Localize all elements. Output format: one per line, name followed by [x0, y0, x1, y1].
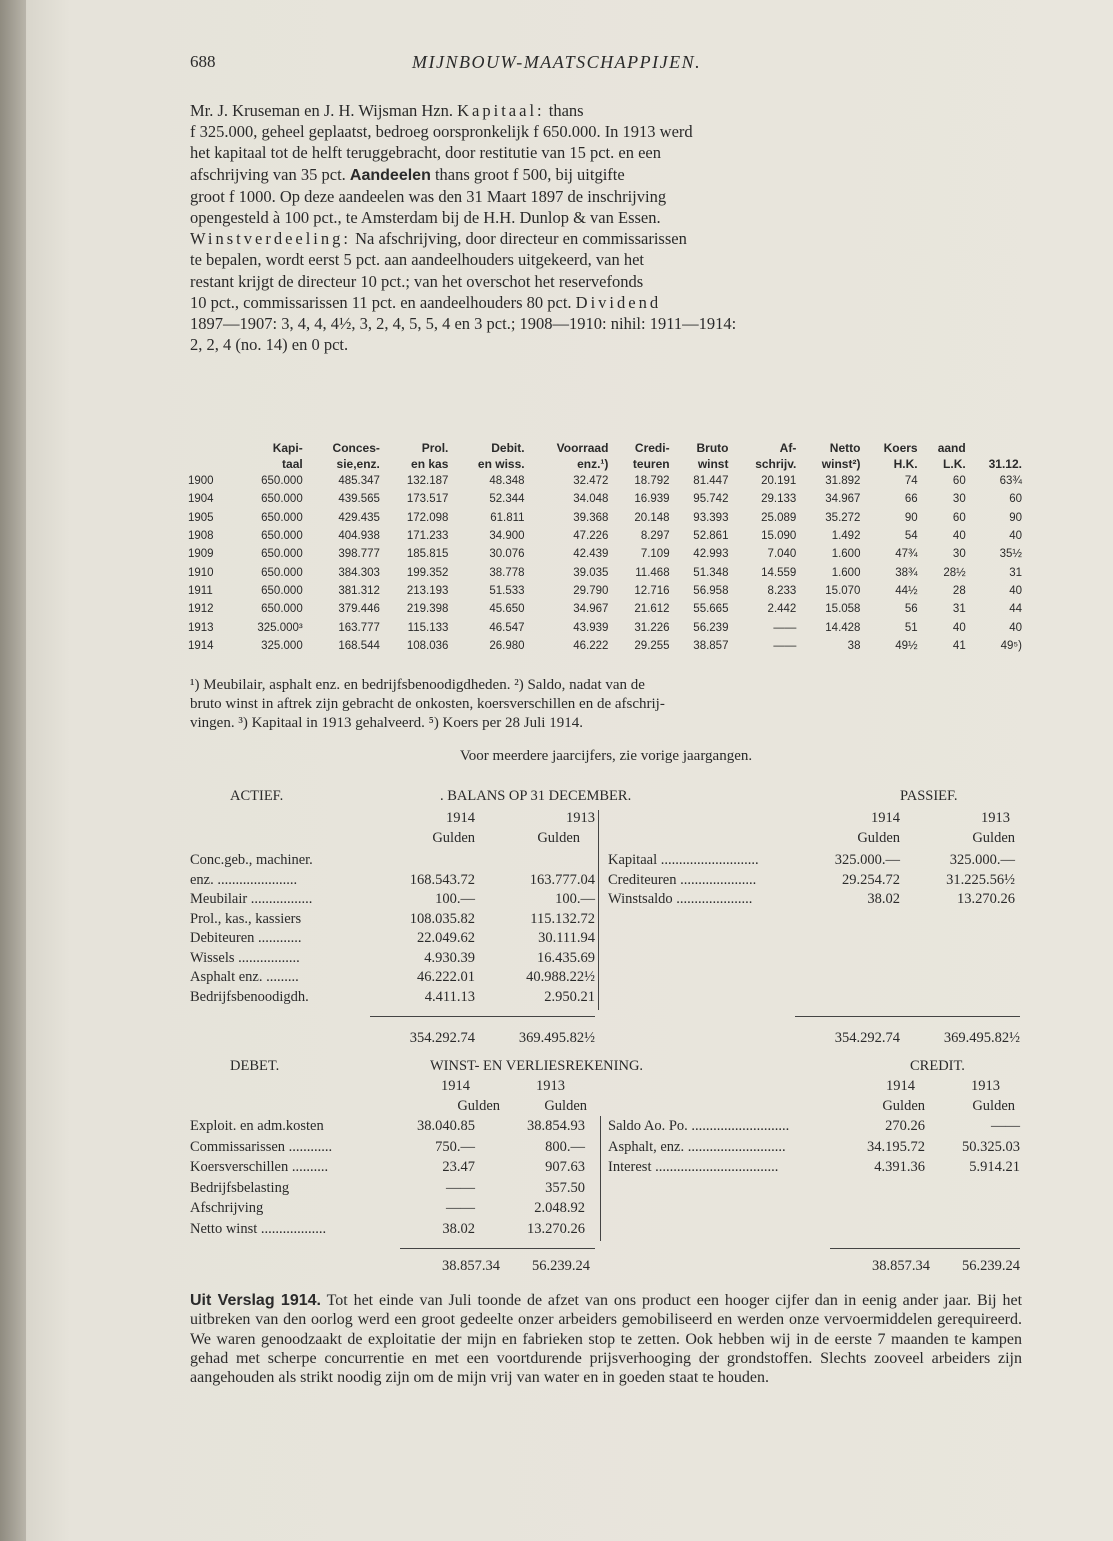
year-1913: 1913 — [981, 810, 1010, 826]
table-cell: 93.393 — [693, 511, 729, 524]
table-cell: 650.000 — [261, 475, 303, 488]
table-row — [186, 618, 1024, 636]
ledger-value-1913: 163.777.04 — [529, 871, 595, 888]
total-liabilities-1914: 354.292.74 — [834, 1030, 900, 1046]
column-header: 31.12. — [988, 457, 1022, 471]
table-cell: 15.090 — [761, 530, 797, 543]
table-cell: 55.665 — [693, 603, 729, 616]
table-cell: 325.000 — [261, 639, 303, 652]
table-cell: 35½ — [999, 548, 1022, 561]
table-cell: 199.352 — [406, 566, 449, 579]
credit-total-1913: 56.239.24 — [962, 1258, 1020, 1274]
intro-line: te bepalen, wordt eerst 5 pct. aan aandeelhouders uitgekeerd, van het — [190, 250, 645, 270]
column-header: winst²) — [821, 457, 861, 471]
table-cell: 213.193 — [406, 584, 449, 597]
ledger-value-1913: 115.132.72 — [530, 910, 595, 927]
table-cell: 32.472 — [573, 475, 609, 488]
ledger-value-1914: 38.02 — [867, 891, 900, 907]
table-cell: 108.036 — [406, 639, 449, 652]
table-cell: 44½ — [895, 584, 918, 597]
year-1914: 1914 — [886, 1078, 915, 1094]
table-cell: 28 — [952, 584, 966, 597]
table-cell: 14.428 — [825, 621, 861, 634]
intro-line: het kapitaal tot de helft teruggebracht, door restitutie van 15 pct. en een — [190, 143, 661, 163]
total-rule — [370, 1016, 595, 1017]
table-cell: 40 — [1009, 530, 1022, 543]
table-cell: 21.612 — [634, 603, 670, 616]
table-cell: 51 — [904, 621, 918, 634]
more-figures-note: Voor meerdere jaarcijfers, zie vorige jaargangen. — [459, 748, 753, 764]
ledger-label: Saldo Ao. Po. ........................... — [608, 1118, 790, 1134]
table-cell: 1911 — [188, 584, 213, 597]
table-row — [186, 527, 1024, 545]
ledger-value-1914: —— — [446, 1200, 475, 1216]
intro-line: Mr. J. Kruseman en J. H. Wijsman Hzn. Kapitaal: thans — [190, 101, 584, 120]
table-cell: 42.439 — [573, 548, 609, 561]
table-cell: 11.468 — [635, 566, 670, 579]
table-cell: 38 — [847, 639, 861, 652]
table-cell: 42.993 — [693, 548, 729, 561]
table-cell: 54 — [904, 530, 918, 543]
year-1914: 1914 — [446, 810, 475, 826]
page-header — [190, 52, 1020, 78]
table-cell: 173.517 — [406, 493, 449, 506]
balance-title: . BALANS OP 31 DECEMBER. — [440, 788, 632, 804]
table-cell: 20.148 — [634, 511, 670, 524]
credit-total-1914: 38.857.34 — [872, 1258, 930, 1274]
table-row — [186, 600, 1024, 618]
currency-label: Gulden — [537, 830, 580, 846]
column-header: Af- — [779, 441, 797, 455]
ledger-value-1914: 38.040.85 — [417, 1118, 475, 1134]
table-cell: 56 — [904, 603, 918, 616]
ledger-value-1913: 16.435.69 — [537, 949, 595, 966]
footnote-line: vingen. ³) Kapitaal in 1913 gehalveerd. ⁵) Koers per 28 Juli 1914. — [190, 715, 583, 731]
table-cell: 90 — [904, 511, 918, 524]
table-cell: 7.040 — [767, 548, 797, 561]
year-1914: 1914 — [871, 810, 900, 826]
column-divider — [598, 810, 599, 1010]
table-cell: 60 — [952, 475, 966, 488]
balance-sheet — [190, 788, 1030, 1058]
table-cell: 1908 — [188, 530, 214, 543]
ledger-value-1914: 4.930.39 — [424, 949, 475, 966]
column-header — [186, 456, 230, 472]
ledger-value-1914: 108.035.82 — [409, 910, 475, 927]
ledger-label: Interest .................................. — [608, 1159, 779, 1175]
ledger-value-1914: 46.222.01 — [417, 969, 475, 985]
table-cell: —— — [773, 621, 797, 634]
table-cell: 66 — [904, 493, 918, 506]
table-cell: 650.000 — [261, 603, 303, 616]
column-header: schrijv. — [755, 457, 797, 471]
year-1913: 1913 — [536, 1078, 565, 1094]
table-cell: 46.547 — [489, 621, 525, 634]
table-cell: 429.435 — [338, 511, 380, 524]
ledger-value-1914: 325.000.— — [834, 852, 900, 868]
table-cell: 8.233 — [767, 584, 797, 597]
debet-total-1914: 38.857.34 — [442, 1258, 500, 1274]
intro-line: 10 pct., commissarissen 11 pct. en aandeelhouders 80 pct. Dividend — [190, 292, 662, 312]
table-cell: 1.600 — [831, 566, 861, 579]
ledger-value-1914: 22.049.62 — [417, 930, 475, 946]
ledger-label: Crediteuren ..................... — [608, 871, 757, 888]
table-cell: 47¾ — [895, 548, 918, 561]
column-header: Debit. — [491, 441, 525, 455]
ledger-value-1913: 325.000.— — [949, 852, 1015, 868]
table-cell: 41 — [952, 639, 966, 652]
table-cell: 439.565 — [338, 493, 380, 506]
page-number: 688 — [190, 52, 216, 71]
ledger-value-1913: 38.854.93 — [527, 1118, 585, 1134]
table-cell: 52.344 — [489, 493, 525, 506]
table-cell: 38.778 — [489, 566, 525, 579]
table-cell: 44 — [1009, 603, 1022, 616]
table-cell: 29.133 — [761, 493, 797, 506]
ledger-value-1914: 38.02 — [442, 1220, 475, 1237]
table-cell: 384.303 — [338, 566, 380, 579]
table-cell: 219.398 — [406, 603, 449, 616]
ledger-label: Netto winst .................. — [190, 1220, 327, 1237]
table-cell: 45.650 — [489, 603, 525, 616]
ledger-label: Bedrijfsbenoodigdh. — [190, 988, 309, 1005]
table-cell: 34.048 — [573, 493, 609, 506]
ledger-value-1913: 100.— — [555, 891, 595, 907]
column-header: H.K. — [893, 457, 918, 471]
currency-label: Gulden — [972, 1098, 1015, 1114]
table-cell: 12.716 — [634, 584, 670, 597]
table-row — [186, 490, 1024, 508]
column-header: en wiss. — [477, 457, 525, 471]
total-liabilities-1913: 369.495.82½ — [943, 1030, 1020, 1046]
column-header: Bruto — [696, 441, 729, 455]
table-cell: 63¾ — [999, 475, 1022, 488]
column-header: enz.¹) — [577, 457, 609, 471]
table-cell: 43.939 — [573, 621, 609, 634]
ledger-value-1914: 34.195.72 — [867, 1138, 925, 1155]
ledger-value-1914: 100.— — [435, 891, 475, 907]
table-cell: 163.777 — [338, 621, 380, 634]
ledger-label: Afschrijving — [190, 1200, 264, 1216]
ledger-label: Meubilair ................. — [190, 891, 313, 907]
ledger-value-1913: 2.950.21 — [544, 988, 595, 1005]
table-cell: 51.533 — [489, 584, 525, 597]
report-text: Tot het einde van Juli toonde de afzet van ons product een hooger cijfer dan in eenig ander jaar. Bij het uitbreken van den oorlog werd een groot gedeelte onzer arbeiders gemobiliseerd en werden onze vervoermiddelen gerequireerd. We waren genoodzaakt de exploitatie der mijn en fabrieken stop te zetten. Ook hebben wij in de eerste 7 maanden te kampen gehad met scherpe concurrentie en met een voortdurende prijsverhooging der grondstoffen. Slechts zooveel arbeiders zijn aangehouden als strikt noodig zijn om de mijn vrij van water en in goeden staat te houden. — [190, 1292, 1023, 1387]
column-header: Voorraad — [556, 441, 609, 455]
table-cell: 60 — [1009, 493, 1022, 506]
total-assets-1913: 369.495.82½ — [518, 1030, 595, 1046]
table-cell: 132.187 — [406, 475, 449, 488]
ledger-value-1913: 13.270.26 — [527, 1220, 585, 1237]
ledger-value-1913: 40.988.22½ — [526, 969, 595, 985]
table-cell: 31.892 — [825, 475, 861, 488]
column-header — [968, 440, 1024, 456]
total-rule — [400, 1248, 595, 1249]
table-cell: 47.226 — [573, 530, 609, 543]
column-header: aand — [937, 441, 966, 455]
table-cell: 31.226 — [634, 621, 670, 634]
table-cell: 56.239 — [693, 621, 729, 634]
column-header: Netto — [829, 441, 861, 455]
table-cell: 185.815 — [406, 548, 449, 561]
ledger-value-1914: 270.26 — [885, 1118, 925, 1134]
column-header: Credi- — [634, 441, 670, 455]
intro-line: 1897—1907: 3, 4, 4, 4½, 3, 2, 4, 5, 5, 4 en 3 pct.; 1908—1910: nihil: 1911—1914: — [190, 314, 737, 334]
report-lead: Uit Verslag 1914. — [190, 1292, 321, 1309]
table-cell: 52.861 — [693, 530, 729, 543]
table-cell: 95.742 — [693, 493, 729, 506]
table-cell: 18.792 — [634, 475, 670, 488]
table-cell: 60 — [952, 511, 966, 524]
total-assets-1914: 354.292.74 — [409, 1030, 475, 1046]
intro-line: f 325.000, geheel geplaatst, bedroeg oorspronkelijk f 650.000. In 1913 werd — [190, 122, 693, 142]
column-header: Koers — [883, 441, 918, 455]
table-cell: 28½ — [943, 566, 966, 579]
ledger-label: enz. ...................... — [190, 871, 298, 888]
table-cell: 26.980 — [489, 639, 525, 652]
debet-total-1913: 56.239.24 — [532, 1258, 590, 1274]
table-cell: 398.777 — [338, 548, 380, 561]
ledger-value-1914: 168.543.72 — [409, 871, 475, 888]
ledger-label: Koersverschillen .......... — [190, 1159, 329, 1175]
total-rule — [830, 1248, 1020, 1249]
intro-line: groot f 1000. Op deze aandeelen was den 31 Maart 1897 de inschrijving — [190, 186, 667, 206]
table-cell: 40 — [952, 621, 966, 634]
ledger-label: Exploit. en adm.kosten — [190, 1118, 324, 1134]
intro-paragraph — [190, 100, 1022, 355]
table-cell: 650.000 — [261, 493, 303, 506]
column-header: Prol. — [421, 441, 449, 455]
total-rule — [795, 1016, 1020, 1017]
table-cell: 40 — [952, 530, 966, 543]
table-cell: 1914 — [188, 639, 214, 652]
table-cell: 30 — [952, 493, 966, 506]
table-row — [186, 472, 1024, 490]
ledger-label: Bedrijfsbelasting — [190, 1179, 290, 1196]
credit-heading: CREDIT. — [910, 1058, 965, 1074]
table-cell: 74 — [904, 475, 918, 488]
footnote-line: bruto winst in aftrek zijn gebracht de onkosten, koersverschillen en de afschrij- — [190, 696, 665, 712]
table-cell: 168.544 — [338, 639, 380, 652]
table-cell: 15.058 — [825, 603, 861, 616]
ledger-value-1913: 50.325.03 — [962, 1138, 1020, 1155]
ledger-value-1913: 5.914.21 — [969, 1159, 1020, 1175]
ledger-label: Kapitaal ........................... — [608, 852, 759, 868]
table-cell: 49⁵) — [1000, 639, 1022, 652]
table-cell: 40 — [1009, 584, 1022, 597]
table-cell: 39.368 — [573, 511, 609, 524]
table-cell: 49½ — [895, 639, 918, 652]
intro-line: opengesteld à 100 pct., te Amsterdam bij de H.H. Dunlop & van Essen. — [190, 208, 661, 228]
ledger-value-1914: 23.47 — [442, 1159, 475, 1175]
column-header: Conces- — [332, 441, 380, 455]
ledger-value-1913: 13.270.26 — [957, 891, 1015, 907]
table-cell: 1912 — [188, 603, 214, 616]
table-cell: 8.297 — [640, 530, 670, 543]
year-1913: 1913 — [566, 810, 595, 826]
table-cell: 485.347 — [338, 475, 380, 488]
table-header-row — [186, 456, 1024, 472]
intro-line: 2, 2, 4 (no. 14) en 0 pct. — [190, 335, 349, 355]
ledger-label: Asphalt, enz. ........................... — [608, 1138, 786, 1155]
ledger-label: Winstsaldo ..................... — [608, 891, 753, 907]
ledger-value-1913: 2.048.92 — [534, 1200, 585, 1216]
book-spine-shadow — [0, 0, 26, 1541]
table-cell: 650.000 — [261, 566, 303, 579]
table-row — [186, 509, 1024, 527]
table-cell: 30.076 — [489, 548, 525, 561]
intro-line: Winstverdeeling: Na afschrijving, door directeur en commissarissen — [190, 229, 687, 249]
passief-heading: PASSIEF. — [900, 788, 958, 804]
ledger-value-1914: 4.391.36 — [874, 1159, 925, 1175]
table-cell: 81.447 — [693, 475, 729, 488]
column-header: en kas — [411, 457, 449, 471]
ledger-label: Conc.geb., machiner. — [190, 852, 313, 868]
ledger-value-1913: 30.111.94 — [538, 930, 595, 946]
table-cell: 650.000 — [261, 511, 303, 524]
table-cell: 38¾ — [895, 566, 918, 579]
table-cell: 171.233 — [406, 530, 449, 543]
column-header: taal — [282, 457, 303, 471]
ledger-value-1914: 750.— — [435, 1138, 475, 1155]
table-cell: 34.967 — [573, 603, 609, 616]
footnotes — [190, 676, 1022, 733]
table-cell: 1905 — [188, 511, 214, 524]
ledger-value-1913: —— — [991, 1118, 1020, 1134]
table-row — [186, 545, 1024, 563]
table-row — [186, 563, 1024, 581]
ledger-label: Commissarissen ............ — [190, 1138, 333, 1155]
currency-label: Gulden — [857, 830, 900, 846]
column-divider — [600, 1116, 601, 1241]
yearly-figures-table — [186, 440, 1024, 655]
table-cell: 31 — [1009, 566, 1022, 579]
ledger-label: Debiteuren ............ — [190, 930, 302, 946]
ledger-label: Wissels ................. — [190, 949, 300, 966]
running-title: MIJNBOUW-MAATSCHAPPIJEN. — [412, 52, 702, 72]
footnote-line: ¹) Meubilair, asphalt enz. en bedrijfsbenoodigdheden. ²) Saldo, nadat van de — [190, 677, 645, 693]
table-cell: 40 — [1009, 621, 1022, 634]
table-cell: 7.109 — [640, 548, 670, 561]
table-cell: 1913 — [188, 621, 214, 634]
column-header: sie,enz. — [336, 457, 380, 471]
column-header: winst — [697, 457, 729, 471]
table-cell: 20.191 — [761, 475, 797, 488]
table-cell: 650.000 — [261, 530, 303, 543]
ledger-value-1913: 357.50 — [545, 1179, 585, 1196]
table-cell: 38.857 — [693, 639, 729, 652]
annual-report-excerpt — [190, 1291, 1022, 1387]
table-cell: 25.089 — [761, 511, 797, 524]
table-cell: 34.900 — [489, 530, 525, 543]
intro-line: afschrijving van 35 pct. Aandeelen thans groot f 500, bij uitgifte — [190, 164, 625, 184]
currency-label: Gulden — [972, 830, 1015, 846]
table-cell: 650.000 — [261, 548, 303, 561]
currency-label: Gulden — [457, 1098, 500, 1114]
column-header — [186, 440, 230, 456]
table-row — [186, 637, 1024, 655]
table-cell: 379.446 — [338, 603, 380, 616]
table-header-row — [186, 440, 1024, 456]
table-cell: 34.967 — [825, 493, 861, 506]
currency-label: Gulden — [544, 1098, 587, 1114]
table-cell: 1900 — [188, 475, 214, 488]
table-cell: 46.222 — [573, 639, 609, 652]
table-cell: 29.790 — [573, 584, 609, 597]
profit-loss-account — [190, 1058, 1030, 1278]
pl-title: WINST- EN VERLIESREKENING. — [430, 1058, 644, 1074]
table-cell: 325.000³ — [257, 621, 303, 634]
currency-label: Gulden — [882, 1098, 925, 1114]
ledger-value-1914: —— — [446, 1179, 475, 1196]
table-cell: 14.559 — [761, 566, 797, 579]
table-cell: 16.939 — [634, 493, 670, 506]
ledger-value-1914: 29.254.72 — [842, 871, 900, 888]
year-1914: 1914 — [441, 1078, 470, 1094]
table-cell: 1.600 — [831, 548, 861, 561]
table-cell: 29.255 — [634, 639, 670, 652]
table-cell: 61.811 — [490, 511, 525, 524]
currency-label: Gulden — [432, 830, 475, 846]
table-cell: 115.133 — [407, 621, 449, 634]
table-cell: 39.035 — [573, 566, 609, 579]
table-cell: 30 — [952, 548, 966, 561]
ledger-value-1913: 31.225.56½ — [946, 871, 1015, 888]
table-cell: 1904 — [188, 493, 214, 506]
ledger-value-1914: 4.411.13 — [424, 988, 475, 1005]
table-row — [186, 582, 1024, 600]
column-header: Kapi- — [272, 441, 303, 455]
table-cell: 1.492 — [831, 530, 861, 543]
column-header: L.K. — [943, 457, 966, 471]
debet-heading: DEBET. — [230, 1058, 280, 1074]
column-header: teuren — [632, 457, 670, 471]
ledger-value-1913: 907.63 — [545, 1159, 585, 1175]
table-cell: 51.348 — [693, 566, 729, 579]
intro-line: restant krijgt de directeur 10 pct.; van het overschot het reservefonds — [190, 271, 644, 291]
table-cell: —— — [773, 639, 797, 652]
ledger-label: Asphalt enz. ......... — [190, 969, 299, 985]
table-cell: 56.958 — [693, 584, 729, 597]
table-cell: 1909 — [188, 548, 214, 561]
table-cell: 31 — [952, 603, 966, 616]
table-cell: 172.098 — [406, 511, 449, 524]
ledger-label: Prol., kas., kassiers — [190, 910, 302, 927]
table-cell: 90 — [1009, 511, 1022, 524]
table-cell: 2.442 — [767, 603, 797, 616]
table-cell: 381.312 — [338, 584, 380, 597]
actief-heading: ACTIEF. — [230, 788, 284, 804]
year-1913: 1913 — [971, 1078, 1000, 1094]
table-cell: 404.938 — [338, 530, 380, 543]
table-cell: 15.070 — [825, 584, 861, 597]
table-cell: 650.000 — [261, 584, 303, 597]
table-cell: 35.272 — [825, 511, 861, 524]
ledger-value-1913: 800.— — [545, 1138, 585, 1155]
table-cell: 48.348 — [489, 475, 525, 488]
table-cell: 1910 — [188, 566, 214, 579]
